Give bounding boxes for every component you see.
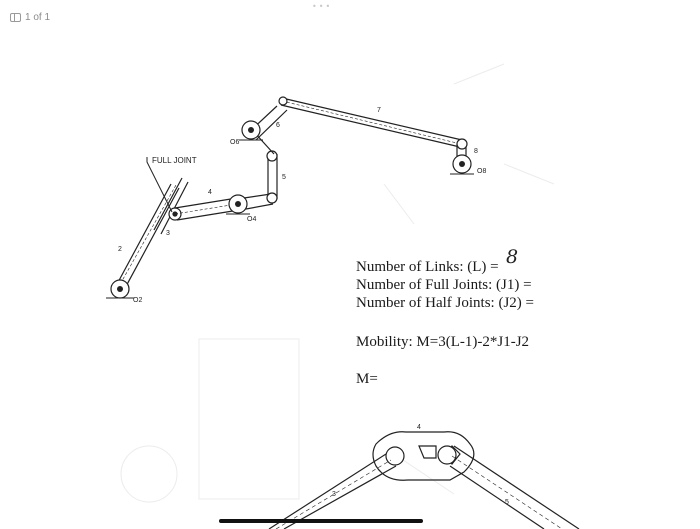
mechanism-diagram <box>34 34 668 529</box>
question-full-joints: Number of Full Joints: (J1) = <box>356 277 532 293</box>
link-5 <box>267 151 277 203</box>
full-joint-pointer <box>147 157 172 212</box>
page-count: 1 of 1 <box>25 12 51 23</box>
page-indicator[interactable] <box>10 12 50 23</box>
handwritten-answer-links: 8 <box>506 246 519 268</box>
page-thumbnail-icon[interactable] <box>10 13 21 22</box>
lower-mechanism <box>269 432 579 529</box>
home-indicator[interactable] <box>219 519 423 523</box>
link-label-4: 4 <box>208 189 212 196</box>
lower-link-label-3: 3 <box>332 491 336 498</box>
ground-label-o6: O6 <box>230 139 240 146</box>
lower-link-label-4: 4 <box>417 424 421 431</box>
full-joint-label: FULL JOINT <box>152 156 197 165</box>
link-label-2: 2 <box>118 246 122 253</box>
question-half-joints: Number of Half Joints: (J2) = <box>356 295 535 311</box>
link-label-6: 6 <box>276 122 280 129</box>
mobility-result: M= <box>356 371 378 387</box>
link-label-5: 5 <box>282 174 286 181</box>
document-page <box>34 34 668 529</box>
ground-label-o2: O2 <box>133 297 143 304</box>
mobility-formula: Mobility: M=3(L-1)-2*J1-J2 <box>356 334 530 350</box>
link-label-8: 8 <box>474 148 478 155</box>
ground-pivot-o2 <box>106 280 134 298</box>
lower-link-label-5: 5 <box>505 499 509 506</box>
question-links: Number of Links: (L) = <box>356 259 499 275</box>
link-label-7: 7 <box>377 107 381 114</box>
ground-label-o8: O8 <box>477 168 487 175</box>
ground-pivot-o8 <box>450 155 474 174</box>
link-7 <box>279 97 462 147</box>
ground-label-o4: O4 <box>247 216 257 223</box>
more-options-icon[interactable]: ••• <box>312 2 333 11</box>
link-label-3: 3 <box>166 230 170 237</box>
